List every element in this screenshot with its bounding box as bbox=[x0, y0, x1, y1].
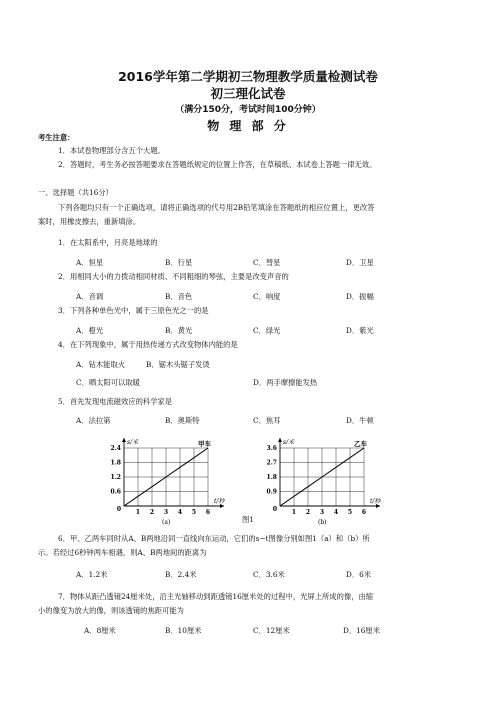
figure-caption: 图1 bbox=[242, 515, 254, 524]
option: B．黄光 bbox=[165, 326, 193, 335]
x-tick-label: 2 bbox=[305, 509, 311, 516]
x-tick-label: 4 bbox=[333, 509, 339, 516]
panel-label: (a) bbox=[162, 519, 171, 526]
question-stem: 6．甲、乙两车同时从A、B两地沿同一直线向东运动，它们的s−t图像分别如图1（a）和（b）所 bbox=[58, 534, 370, 543]
option: D．紫光 bbox=[346, 326, 374, 335]
y-tick-label: 0.9 bbox=[266, 488, 277, 496]
paper-subtitle: 初三理化试卷 bbox=[210, 86, 286, 101]
notes-heading: 考生注意： bbox=[38, 133, 75, 142]
score-info: （满分150分，考试时间100分钟） bbox=[175, 105, 321, 115]
series-tag: 乙车 bbox=[354, 440, 367, 448]
y-axis-arrow bbox=[278, 438, 282, 442]
option: C．彗星 bbox=[253, 258, 281, 267]
question-stem: 4．在下列现象中，属于用热传递方式改变物体内能的是 bbox=[58, 340, 238, 349]
option: A．8厘米 bbox=[84, 626, 116, 635]
option: B．奥斯特 bbox=[165, 416, 200, 425]
y-tick-label: 1.8 bbox=[266, 474, 277, 481]
note-item: 2．答题时，考生务必按答题要求在答题纸规定的位置上作答，在草稿纸、本试卷上答题一律无效。 bbox=[58, 160, 377, 169]
origin-label: 0 bbox=[272, 506, 277, 513]
option: D．振幅 bbox=[346, 292, 374, 301]
panel-label: (b) bbox=[318, 519, 327, 526]
x-tick-label: 6 bbox=[205, 509, 211, 516]
option: A．音调 bbox=[76, 292, 104, 301]
option: B．行星 bbox=[165, 258, 193, 267]
y-tick-label: 0.6 bbox=[110, 488, 121, 496]
option: C．绿光 bbox=[253, 326, 281, 335]
question-stem: 2．用相同大小的力拨动相同材质、不同粗细的琴弦，主要是改变声音的 bbox=[58, 272, 289, 281]
question-stem: 示。若经过6秒钟两车相遇，则A、B两地间的距离为 bbox=[38, 548, 207, 557]
option: C．焦耳 bbox=[253, 416, 281, 425]
option: B．10厘米 bbox=[165, 626, 202, 635]
question-stem: 7．物体从距凸透镜24厘米处，沿主光轴移动到距透镜16厘米处的过程中，光屏上所成的像，由缩 bbox=[58, 592, 374, 601]
option: A．法拉第 bbox=[76, 416, 111, 425]
x-tick-label: 5 bbox=[191, 509, 197, 516]
option: D．牛顿 bbox=[346, 416, 374, 425]
y-axis-label: s/米 bbox=[283, 439, 295, 446]
part-instruction: 案时，用橡皮擦去，重新填涂。 bbox=[38, 217, 141, 226]
option: D．16厘米 bbox=[343, 626, 381, 635]
y-tick-label: 1.8 bbox=[110, 459, 121, 467]
question-stem: 小的像变为放大的像，则该透镜的焦距可能为 bbox=[38, 606, 184, 615]
option: D．两手摩擦能发热 bbox=[253, 378, 318, 387]
x-axis-label: t/秒 bbox=[214, 498, 225, 505]
y-tick-label: 2.7 bbox=[266, 459, 277, 467]
x-tick-label: 5 bbox=[347, 509, 353, 516]
option: B．2.4米 bbox=[165, 570, 197, 579]
x-tick-label: 3 bbox=[319, 509, 325, 516]
option: B．锯木头锯子发烫 bbox=[146, 360, 210, 369]
option: A．橙光 bbox=[76, 326, 104, 335]
x-tick-label: 2 bbox=[149, 509, 155, 516]
x-tick-label: 6 bbox=[361, 509, 367, 516]
option: D．卫星 bbox=[346, 258, 374, 267]
x-axis-label: t/秒 bbox=[370, 498, 381, 505]
option: A．1.2米 bbox=[76, 570, 108, 579]
section-title: 物 理 部 分 bbox=[207, 119, 289, 133]
part-instruction: 下列各题均只有一个正确选项，请将正确选项的代号用2B铅笔填涂在答题纸的相应位置上，更改答 bbox=[58, 203, 375, 212]
y-axis-arrow bbox=[122, 438, 126, 442]
y-tick-label: 3.6 bbox=[266, 445, 277, 452]
option: A．恒星 bbox=[76, 258, 104, 267]
note-item: 1．本试卷物理部分含五个大题。 bbox=[58, 146, 165, 155]
question-stem: 1．在太阳系中，月亮是地球的 bbox=[58, 238, 158, 247]
option: C．响度 bbox=[253, 292, 281, 301]
x-tick-label: 4 bbox=[177, 509, 183, 516]
option: C．3.6米 bbox=[253, 570, 285, 579]
y-axis-label: s/米 bbox=[127, 439, 139, 446]
option: B．音色 bbox=[165, 292, 193, 301]
y-tick-label: 2.4 bbox=[110, 445, 121, 452]
part-heading: 一、选择题（共16分） bbox=[38, 188, 113, 197]
paper-title: 2016学年第二学期初三物理教学质量检测试卷 bbox=[118, 69, 378, 84]
question-stem: 5．首先发现电流磁效应的科学家是 bbox=[58, 397, 173, 406]
x-tick-label: 3 bbox=[163, 509, 169, 516]
option: A．钻木能取火 bbox=[76, 360, 126, 369]
y-tick-label: 1.2 bbox=[110, 474, 121, 481]
option: D．6米 bbox=[346, 570, 372, 579]
option: C．晒太阳可以取暖 bbox=[76, 378, 140, 387]
x-tick-label: 1 bbox=[135, 509, 141, 516]
option: C．12厘米 bbox=[253, 626, 290, 635]
series-tag: 甲车 bbox=[198, 440, 211, 448]
x-tick-label: 1 bbox=[291, 509, 297, 516]
origin-label: 0 bbox=[116, 506, 121, 513]
question-stem: 3．下列各种单色光中，属于三原色光之一的是 bbox=[58, 306, 209, 315]
